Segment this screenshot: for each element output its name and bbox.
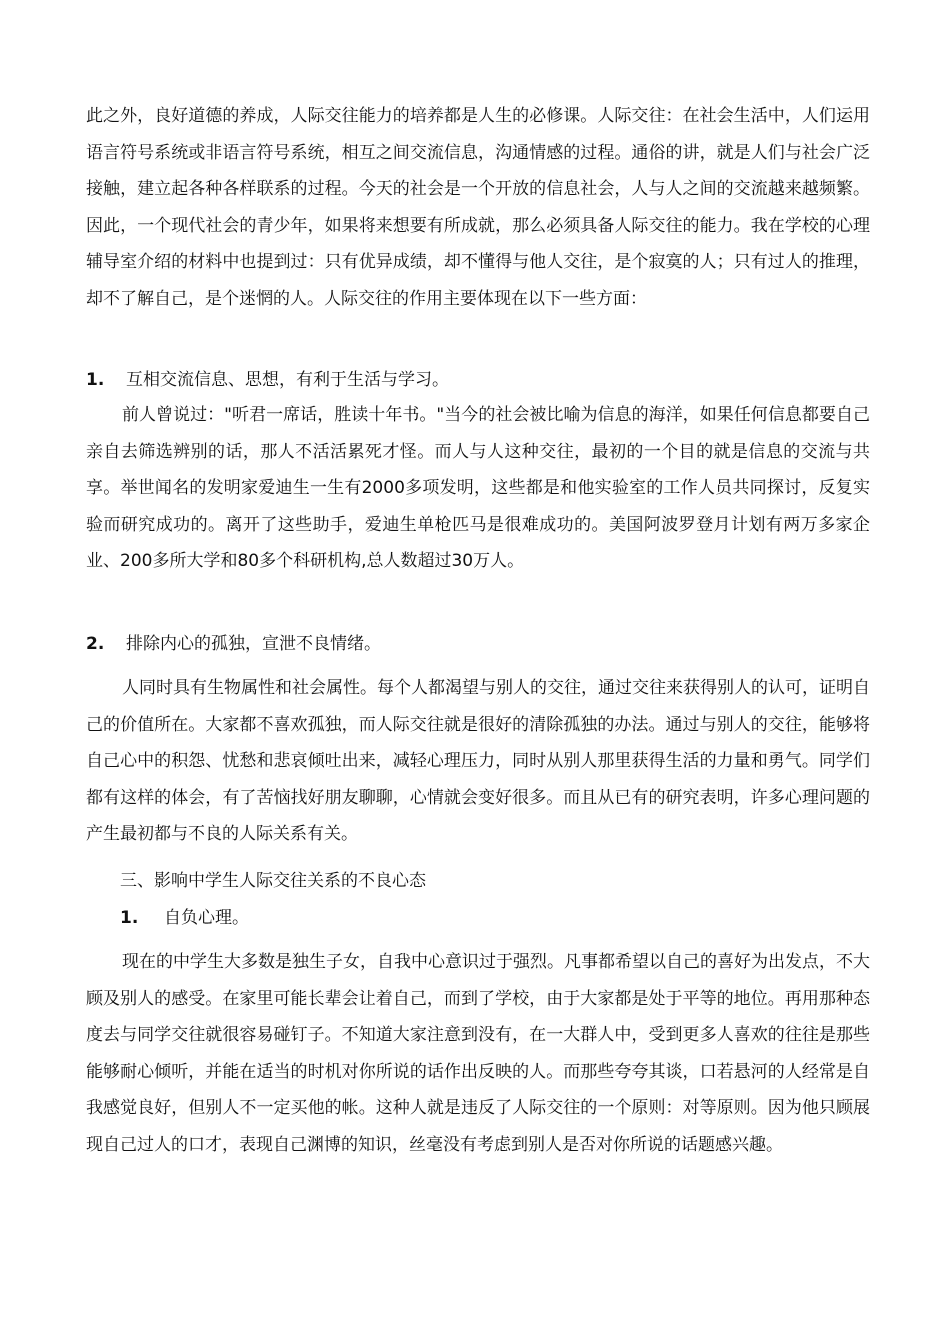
heading-3 <box>120 870 426 892</box>
heading-text: 互相交流信息、思想，有利于生活与学习。 <box>126 370 449 390</box>
heading-4 <box>120 907 249 929</box>
heading-text: 自负心理。 <box>164 908 249 928</box>
paragraph-conceit: 现在的中学生大多数是独生子女，自我中心意识过于强烈。凡事都希望以自己的喜好为出发点，不大顾及别人的感受。在家里可能长辈会让着自己，而到了学校，由于大家都是处于平等的地位。再用那种态度去与同学交往就很容易碰钉子。不知道大家注意到没有，在一大群人中，受到更多人喜欢的往往是那些能够耐心倾听，并能在适当的时机对你所说的话作出反映的人。而那些夸夸其谈，口若悬河的人经常是自我感觉良好，但别人不一定买他的帐。这种人就是违反了人际交往的一个原则：对等原则。因为他只顾展现自己过人的口才，表现自己渊博的知识，丝毫没有考虑到别人是否对你所说的话题感兴趣。 <box>86 952 870 1155</box>
heading-number: 1. <box>86 370 105 390</box>
heading-text: 排除内心的孤独，宣泄不良情绪。 <box>126 634 381 654</box>
paragraph-intro: 此之外，良好道德的养成，人际交往能力的培养都是人生的必修课。人际交往：在社会生活中，人们运用语言符号系统或非语言符号系统，相互之间交流信息，沟通情感的过程。通俗的讲，就是人们与社会广泛接触，建立起各种各样联系的过程。今天的社会是一个开放的信息社会，人与人之间的交流越来越频繁。因此，一个现代社会的青少年，如果将来想要有所成就，那么必须具备人际交往的能力。我在学校的心理辅导室介绍的材料中也提到过：只有优异成绩，却不懂得与他人交往，是个寂寞的人；只有过人的推理，却不了解自己，是个迷惘的人。人际交往的作用主要体现在以下一些方面： <box>86 106 870 309</box>
heading-number: 2. <box>86 634 105 654</box>
paragraph-loneliness: 人同时具有生物属性和社会属性。每个人都渴望与别人的交往，通过交往来获得别人的认可，证明自己的价值所在。大家都不喜欢孤独，而人际交往就是很好的清除孤独的办法。通过与别人的交往，能够将自己心中的积怨、忧愁和悲哀倾吐出来，减轻心理压力，同时从别人那里获得生活的力量和勇气。同学们都有这样的体会，有了苦恼找好朋友聊聊，心情就会变好很多。而且从已有的研究表明，许多心理问题的产生最初都与不良的人际关系有关。 <box>86 678 870 845</box>
heading-2 <box>86 633 381 655</box>
heading-text: 三、影响中学生人际交往关系的不良心态 <box>120 871 426 891</box>
paragraph-information: 前人曾说过："听君一席话，胜读十年书。"当今的社会被比喻为信息的海洋，如果任何信息都要自己亲自去筛选辨别的话，那人不活活累死才怪。而人与人这种交往，最初的一个目的就是信息的交流与共享。举世闻名的发明家爱迪生一生有2000多项发明，这些都是和他实验室的工作人员共同探讨，反复实验而研究成功的。离开了这些助手，爱迪生单枪匹马是很难成功的。美国阿波罗登月计划有两万多家企业、200多所大学和80多个科研机构,总人数超过30万人。 <box>86 405 870 572</box>
heading-number: 1. <box>120 908 139 928</box>
heading-1 <box>86 369 449 391</box>
